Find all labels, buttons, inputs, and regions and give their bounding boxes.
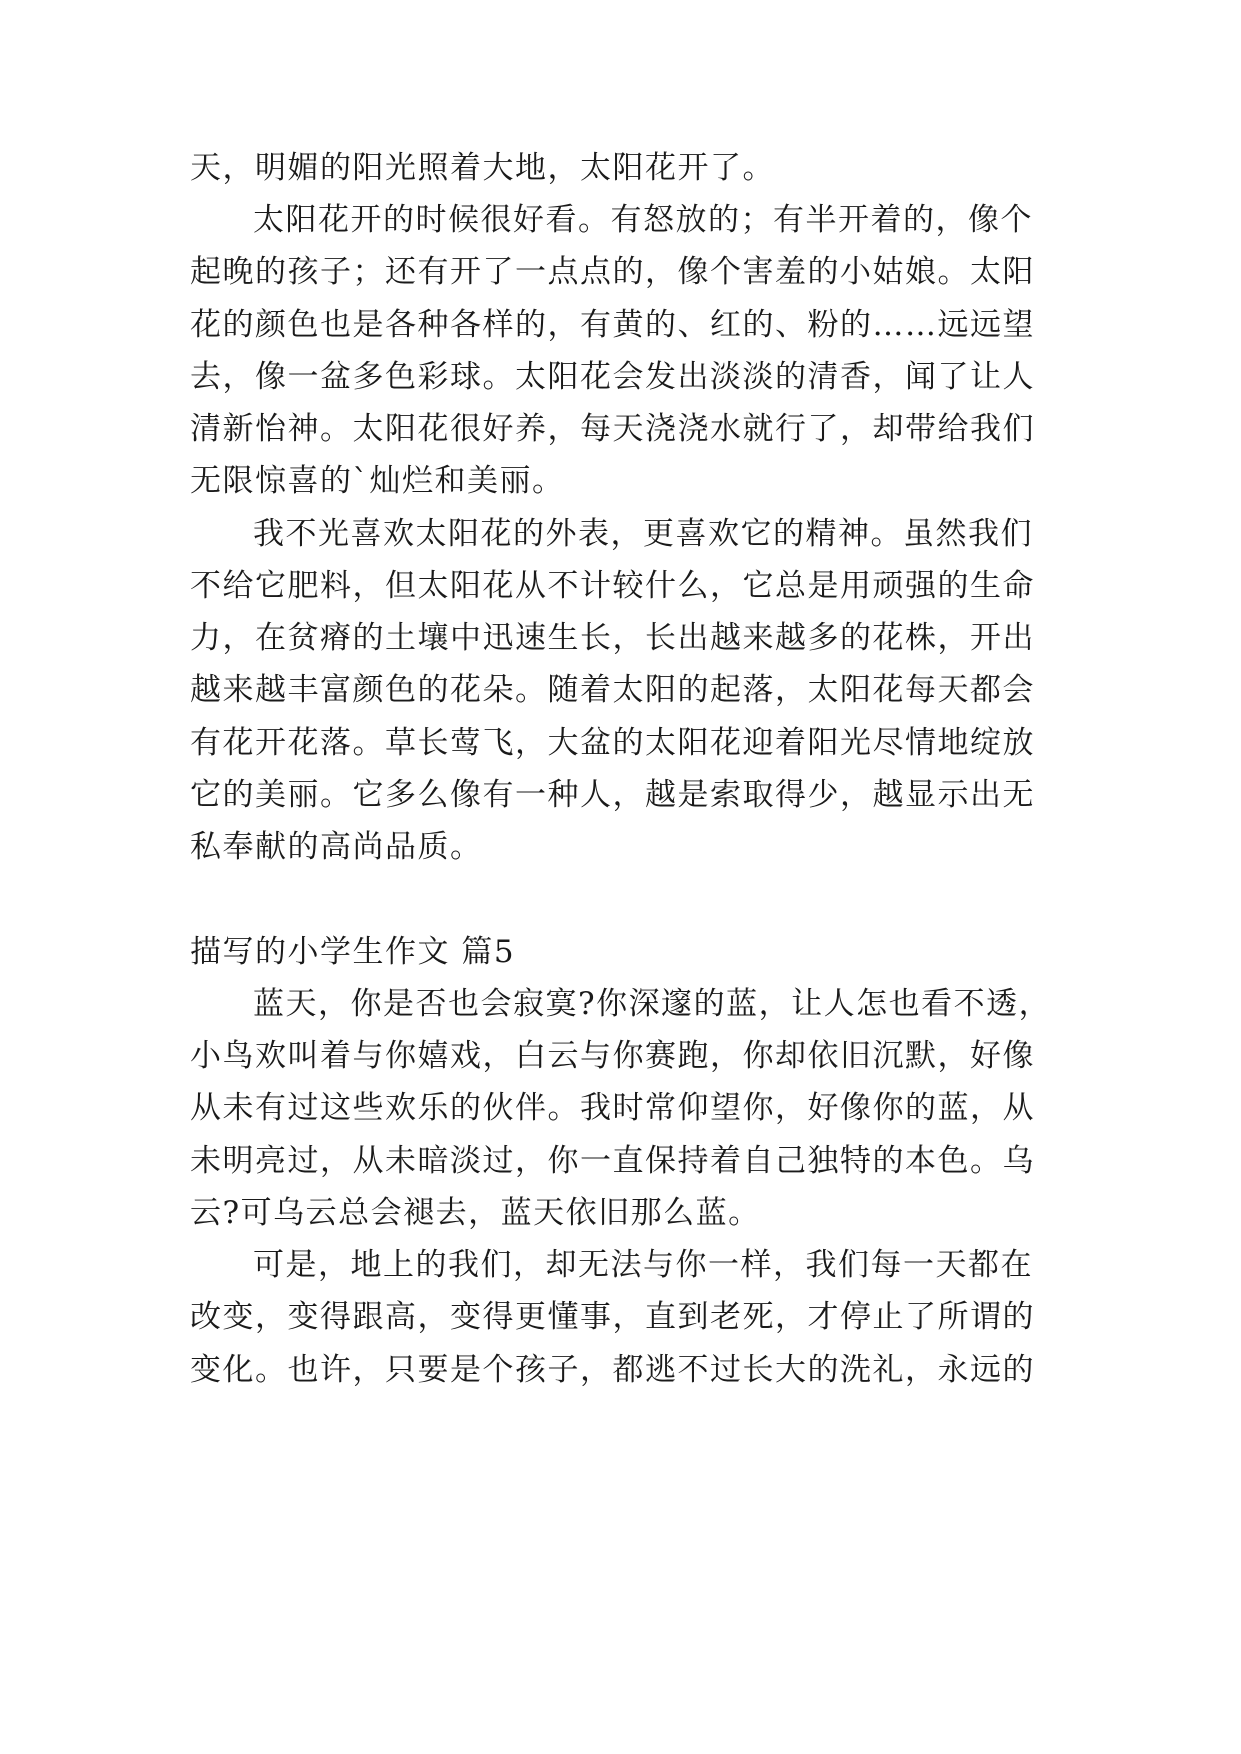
paragraph-line: 不给它肥料，但太阳花从不计较什么，它总是用顽强的生命 bbox=[190, 568, 1035, 604]
paragraph-line: 有花开花落。草长莺飞，大盆的太阳花迎着阳光尽情地绽放 bbox=[190, 725, 1035, 761]
paragraph-line: 改变，变得跟高，变得更懂事，直到老死，才停止了所谓的 bbox=[190, 1299, 1035, 1335]
paragraph-line: 云?可乌云总会褪去，蓝天依旧那么蓝。 bbox=[190, 1195, 761, 1231]
paragraph-line: 变化。也许，只要是个孩子，都逃不过长大的洗礼，永远的 bbox=[190, 1352, 1035, 1388]
paragraph-line: 去，像一盆多色彩球。太阳花会发出淡淡的清香，闻了让人 bbox=[190, 359, 1035, 395]
paragraph-line: 蓝天，你是否也会寂寞?你深邃的蓝，让人怎也看不透， bbox=[253, 986, 1052, 1022]
paragraph-line: 从未有过这些欢乐的伙伴。我时常仰望你，好像你的蓝，从 bbox=[190, 1090, 1035, 1126]
paragraph-line: 未明亮过，从未暗淡过，你一直保持着自己独特的本色。乌 bbox=[190, 1143, 1035, 1179]
paragraph-line: 私奉献的高尚品质。 bbox=[190, 829, 483, 865]
paragraph-line: 越来越丰富颜色的花朵。随着太阳的起落，太阳花每天都会 bbox=[190, 672, 1035, 708]
paragraph-line: 我不光喜欢太阳花的外表，更喜欢它的精神。虽然我们 bbox=[253, 516, 1033, 552]
paragraph-line: 太阳花开的时候很好看。有怒放的；有半开着的，像个 bbox=[253, 202, 1033, 238]
paragraph-line: 力，在贫瘠的土壤中迅速生长，长出越来越多的花株，开出 bbox=[190, 620, 1035, 656]
section-heading: 描写的小学生作文 篇5 bbox=[190, 934, 516, 970]
paragraph-line: 小鸟欢叫着与你嬉戏，白云与你赛跑，你却依旧沉默，好像 bbox=[190, 1038, 1035, 1074]
paragraph-line: 花的颜色也是各种各样的，有黄的、红的、粉的……远远望 bbox=[190, 307, 1035, 343]
paragraph-line: 无限惊喜的`灿烂和美丽。 bbox=[190, 463, 565, 499]
paragraph-line: 清新怡神。太阳花很好养，每天浇浇水就行了，却带给我们 bbox=[190, 411, 1035, 447]
paragraph-line: 可是，地上的我们，却无法与你一样，我们每一天都在 bbox=[253, 1247, 1033, 1283]
paragraph-line: 起晚的孩子；还有开了一点点的，像个害羞的小姑娘。太阳 bbox=[190, 254, 1035, 290]
paragraph-line: 它的美丽。它多么像有一种人，越是索取得少，越显示出无 bbox=[190, 777, 1035, 813]
paragraph-line: 天，明媚的阳光照着大地，太阳花开了。 bbox=[190, 150, 775, 186]
